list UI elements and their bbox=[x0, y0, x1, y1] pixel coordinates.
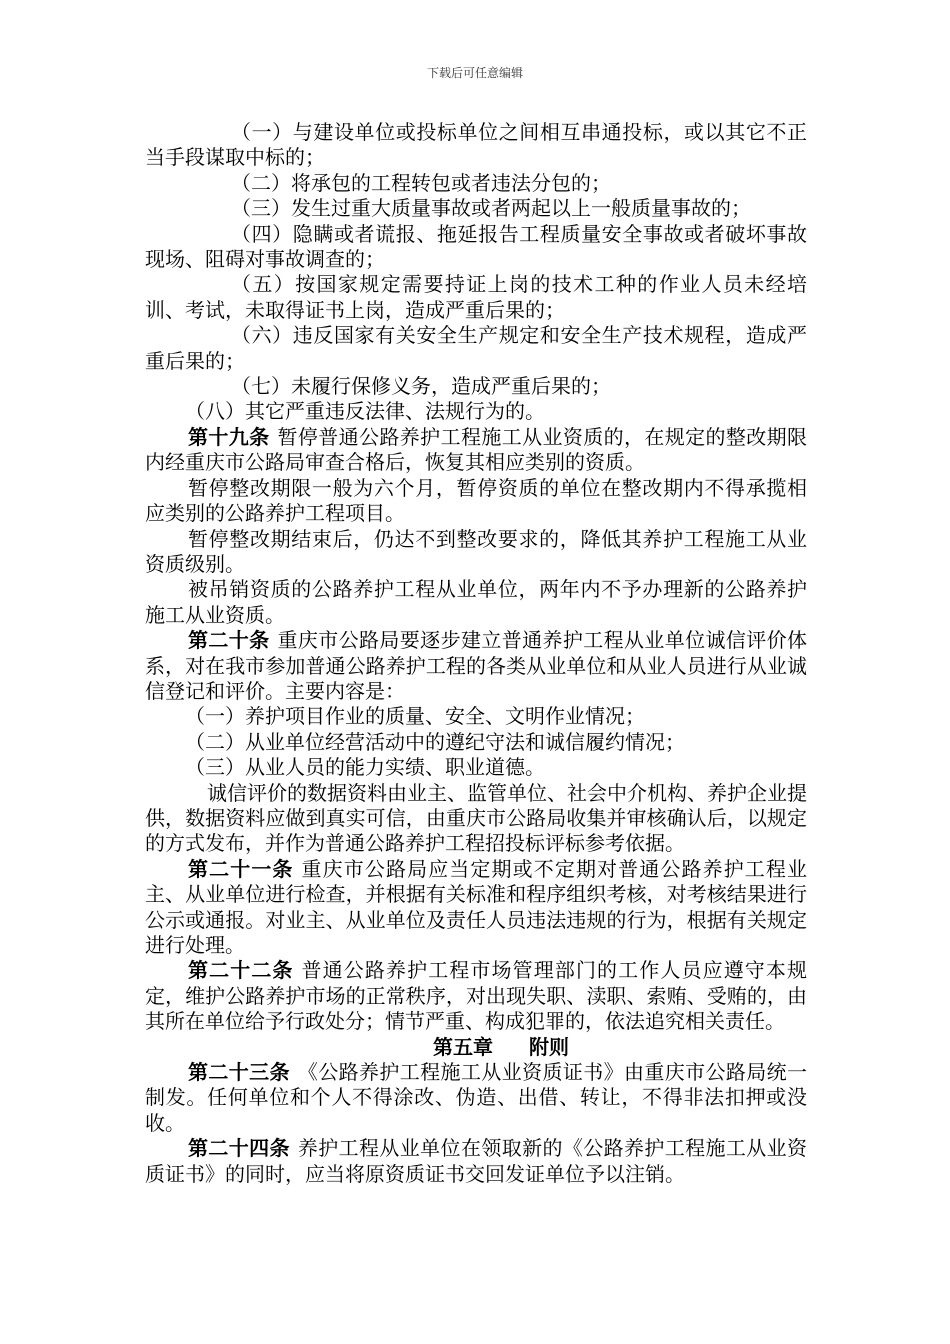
article-text: 重庆市公路局应当定期或不定期对普通公路养护工程业主、从业单位进行检查，并根据有关标准和程序组织考核，对考核结果进行公示或通报。对业主、从业单位及责任人员违法违规的行为，根据有关规定进行处理。 bbox=[145, 856, 808, 957]
list-item: （一）养护项目作业的质量、安全、文明作业情况； bbox=[185, 704, 645, 729]
article-heading: 第二十一条 bbox=[188, 856, 294, 881]
list-item: （二）将承包的工程转包或者违法分包的； bbox=[231, 170, 611, 195]
article-heading: 第二十四条 bbox=[188, 1136, 290, 1161]
list-item: （三）发生过重大质量事故或者两起以上一般质量事故的； bbox=[231, 196, 751, 221]
document-body bbox=[145, 120, 807, 1187]
list-item: （一）与建设单位或投标单位之间相互串通投标，或以其它不正当手段谋取中标的； bbox=[145, 120, 807, 170]
paragraph: 暂停整改期限一般为六个月，暂停资质的单位在整改期内不得承揽相应类别的公路养护工程项目。 bbox=[145, 475, 807, 526]
list-item: （二）从业单位经营活动中的遵纪守法和诚信履约情况； bbox=[185, 729, 685, 754]
article-text: 《公路养护工程施工从业资质证书》由重庆市公路局统一制发。任何单位和个人不得涂改、伪造、出借、转让，不得非法扣押或没收。 bbox=[145, 1060, 808, 1135]
article-heading: 第二十条 bbox=[188, 628, 270, 653]
article-text: 重庆市公路局要逐步建立普通养护工程从业单位诚信评价体系，对在我市参加普通公路养护工程的各类从业单位和从业人员进行从业诚信登记和评价。主要内容是： bbox=[145, 628, 808, 703]
article-24 bbox=[145, 1136, 807, 1187]
chapter-title: 附则 bbox=[529, 1034, 569, 1059]
list-item: （三）从业人员的能力实绩、职业道德。 bbox=[185, 755, 545, 780]
article-21 bbox=[145, 857, 807, 959]
paragraph: 被吊销资质的公路养护工程从业单位，两年内不予办理新的公路养护施工从业资质。 bbox=[145, 577, 807, 627]
list-item: （七）未履行保修义务，造成严重后果的； bbox=[231, 374, 611, 399]
article-19 bbox=[145, 425, 807, 476]
article-text: 普通公路养护工程市场管理部门的工作人员应遵守本规定，维护公路养护市场的正常秩序，对出现失职、渎职、索贿、受贿的，由其所在单位给予行政处分；情节严重、构成犯罪的，依法追究相关责任。 bbox=[145, 958, 808, 1034]
article-text: 暂停普通公路养护工程施工从业资质的，在规定的整改期限内经重庆市公路局审查合格后，恢复其相应类别的资质。 bbox=[145, 424, 808, 475]
list-item: （四）隐瞒或者谎报、拖延报告工程质量安全事故或者破坏事故现场、阻碍对事故调查的； bbox=[145, 221, 807, 272]
chapter-number: 第五章 bbox=[433, 1034, 493, 1059]
article-23 bbox=[145, 1060, 807, 1136]
list-item: （八）其它严重违反法律、法规行为的。 bbox=[185, 399, 545, 424]
chapter-heading bbox=[145, 1035, 807, 1060]
article-heading: 第二十三条 bbox=[188, 1060, 290, 1085]
article-heading: 第十九条 bbox=[188, 424, 270, 449]
page-header: 下载后可任意编辑 bbox=[426, 66, 523, 80]
article-20 bbox=[145, 628, 807, 704]
article-22 bbox=[145, 958, 807, 1034]
paragraph: 诚信评价的数据资料由业主、监管单位、社会中介机构、养护企业提供，数据资料应做到真实可信，由重庆市公路局收集并审核确认后，以规定的方式发布，并作为普通公路养护工程招投标评标参考依据。 bbox=[145, 780, 807, 856]
list-item: （六）违反国家有关安全生产规定和安全生产技术规程，造成严重后果的； bbox=[145, 323, 807, 373]
article-text: 养护工程从业单位在领取新的《公路养护工程施工从业资质证书》的同时，应当将原资质证书交回发证单位予以注销。 bbox=[145, 1136, 808, 1186]
article-heading: 第二十二条 bbox=[188, 958, 294, 983]
list-item: （五）按国家规定需要持证上岗的技术工种的作业人员未经培训、考试，未取得证书上岗，造成严重后果的； bbox=[145, 272, 807, 322]
paragraph: 暂停整改期结束后，仍达不到整改要求的，降低其养护工程施工从业资质级别。 bbox=[145, 526, 807, 576]
